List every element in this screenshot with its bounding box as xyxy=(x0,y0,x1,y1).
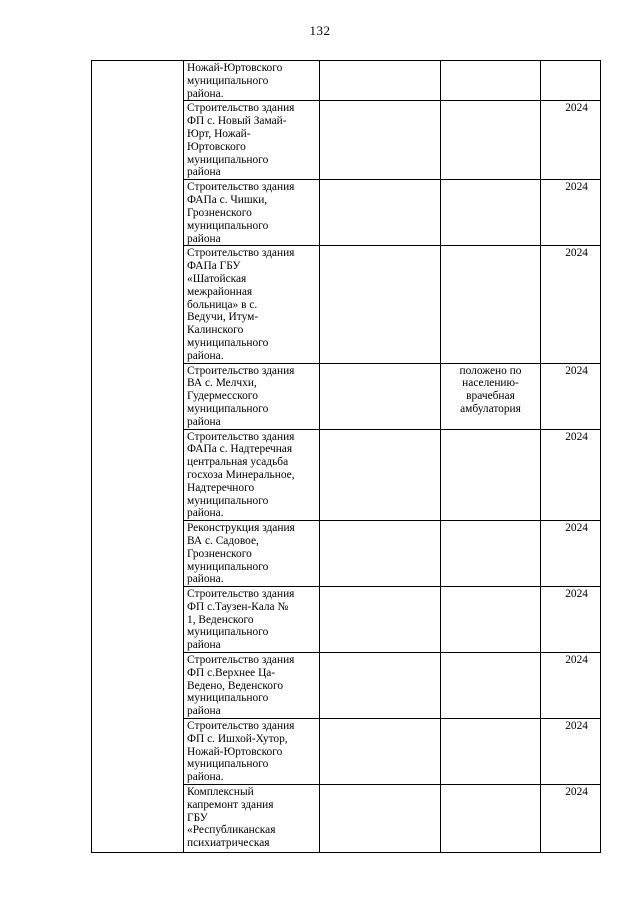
facility-note xyxy=(441,180,541,246)
empty-cell xyxy=(320,61,441,101)
facility-name: Строительство здания ФП с. Новый Замай- Юрт, Ножай- Юртовского муниципального района xyxy=(184,101,320,180)
facility-name: Строительство здания ФАПа ГБУ «Шатойская межрайонная больница» в с. Ведучи, Итум- Калинского муниципального района. xyxy=(184,246,320,363)
facility-name: Комплексный капремонт здания ГБУ «Республиканская психиатрическая xyxy=(184,785,320,853)
facility-year: 2024 xyxy=(541,719,601,785)
page-number: 132 xyxy=(309,23,331,38)
empty-cell xyxy=(320,101,441,180)
facility-note xyxy=(441,246,541,363)
facility-year: 2024 xyxy=(541,180,601,246)
empty-cell xyxy=(320,429,441,521)
facility-year: 2024 xyxy=(541,429,601,521)
table-row xyxy=(92,61,601,101)
empty-cell xyxy=(320,719,441,785)
empty-cell xyxy=(320,785,441,853)
facility-note xyxy=(441,101,541,180)
empty-cell xyxy=(320,180,441,246)
facility-name: Ножай-Юртовского муниципального района. xyxy=(184,61,320,101)
facility-name: Строительство здания ФП с.Верхнее Ца- Ведено, Веденского муниципального района xyxy=(184,653,320,719)
facility-note xyxy=(441,785,541,853)
facility-year: 2024 xyxy=(541,587,601,653)
facility-name: Строительство здания ФАПа с. Надтеречная центральная усадьба госхоза Минеральное, Надтеречного муниципального района. xyxy=(184,429,320,521)
facility-note xyxy=(441,521,541,587)
empty-cell xyxy=(320,587,441,653)
facility-year: 2024 xyxy=(541,246,601,363)
empty-cell xyxy=(320,246,441,363)
facility-note xyxy=(441,429,541,521)
empty-cell xyxy=(320,363,441,429)
facility-year: 2024 xyxy=(541,653,601,719)
empty-cell xyxy=(92,61,184,853)
facility-note xyxy=(441,61,541,101)
facility-year: 2024 xyxy=(541,101,601,180)
facility-name: Строительство здания ФП с. Ишхой-Хутор, Ножай-Юртовского муниципального района. xyxy=(184,719,320,785)
empty-cell xyxy=(320,653,441,719)
facility-name: Строительство здания ФАПа с. Чишки, Грозненского муниципального района xyxy=(184,180,320,246)
facility-note xyxy=(441,653,541,719)
facility-name: Строительство здания ФП с.Таузен-Кала № 1, Веденского муниципального района xyxy=(184,587,320,653)
empty-cell xyxy=(320,521,441,587)
facility-year xyxy=(541,61,601,101)
facility-year: 2024 xyxy=(541,363,601,429)
facility-year: 2024 xyxy=(541,785,601,853)
facility-year: 2024 xyxy=(541,521,601,587)
facility-name: Строительство здания ВА с. Мелчхи, Гудермесского муниципального района xyxy=(184,363,320,429)
facility-name: Реконструкция здания ВА с. Садовое, Грозненского муниципального района. xyxy=(184,521,320,587)
facility-note: положено по населению- врачебная амбулатория xyxy=(441,363,541,429)
facility-note xyxy=(441,719,541,785)
facility-note xyxy=(441,587,541,653)
facilities-table xyxy=(91,60,601,853)
